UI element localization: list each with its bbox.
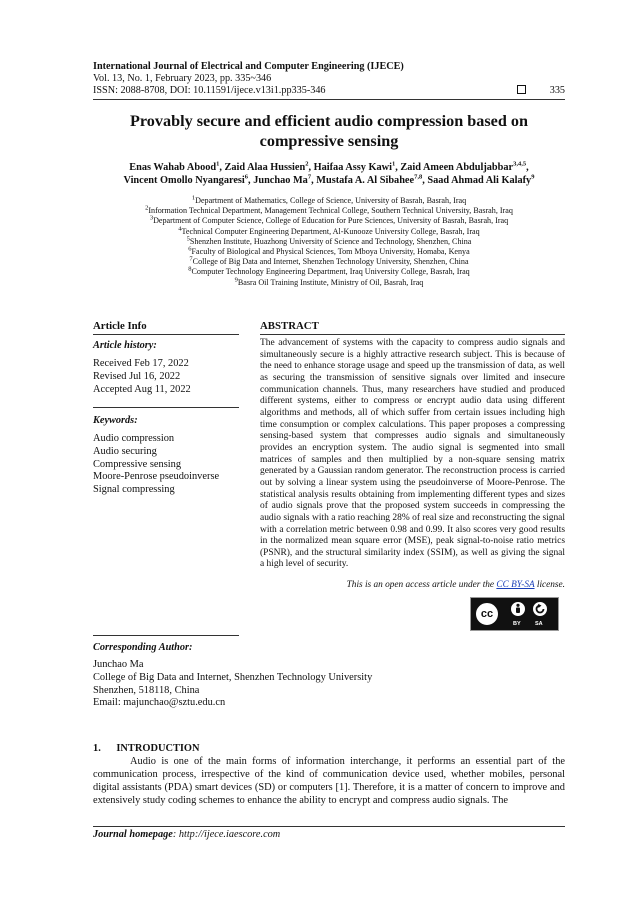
- footer-rule: [93, 826, 565, 827]
- affiliation-marker: 9: [234, 275, 238, 283]
- article-info-rule: [93, 334, 239, 335]
- author-name: , Haifaa Assy Kawi: [308, 162, 392, 173]
- affiliation-marker: 5: [186, 235, 190, 243]
- article-info-heading: Article Info: [93, 320, 147, 332]
- running-header: [93, 61, 565, 98]
- affiliation-marker: 1: [191, 194, 196, 202]
- page-number-group: [517, 85, 565, 97]
- author-name: , Saad Ahmad Ali Kalafy: [422, 174, 532, 186]
- affiliation: [93, 196, 565, 206]
- cc-by-sa-link[interactable]: CC BY-SA: [496, 580, 535, 590]
- author-name: Vincent Omollo Nyangaresi: [123, 174, 245, 186]
- license-note: [260, 580, 565, 590]
- affiliation: [93, 237, 565, 247]
- author-name: , Zaid Alaa Hussien: [219, 162, 306, 173]
- abstract-heading: ABSTRACT: [260, 320, 319, 332]
- author-name: , Junchao Ma: [248, 174, 308, 186]
- affiliation-text: College of Big Data and Internet, Shenzhen Technology University, Shenzhen, China: [192, 257, 469, 267]
- affiliation-marker: 3: [149, 214, 154, 222]
- keywords-heading: Keywords:: [93, 415, 138, 426]
- author-affil-marker: 6: [244, 173, 249, 181]
- affiliation: [93, 206, 565, 216]
- corresponding-heading: Corresponding Author:: [93, 642, 193, 653]
- author-affil-marker: 3,4,5: [513, 160, 527, 168]
- keyword: Compressive sensing: [93, 458, 182, 470]
- affiliation-marker: 6: [188, 245, 192, 253]
- author-line: [93, 162, 565, 175]
- keyword: Moore-Penrose pseudoinverse: [93, 471, 220, 483]
- article-history: [93, 358, 191, 396]
- history-entry: Received Feb 17, 2022: [93, 358, 189, 369]
- introduction-heading: 1. INTRODUCTION: [93, 743, 200, 754]
- affiliation: [93, 216, 565, 226]
- affiliation-marker: 2: [145, 204, 149, 212]
- affiliation-text: Faculty of Biological and Physical Sciences, Tom Mboya University, Homaba, Kenya: [191, 247, 470, 257]
- sa-label: SA: [535, 621, 543, 627]
- author-name: Enas Wahab Abood: [129, 162, 217, 173]
- affiliation: [93, 267, 565, 277]
- affiliation-marker: 8: [188, 265, 192, 273]
- title-line: compressive sensing: [259, 131, 399, 150]
- affiliation: [93, 224, 565, 237]
- history-entry: Accepted Aug 11, 2022: [93, 383, 191, 395]
- author-affil-marker: 7,8: [414, 173, 423, 181]
- paper-title: [93, 112, 565, 151]
- corresponding-details: [93, 659, 565, 710]
- header-rule: [93, 99, 565, 100]
- history-heading: Article history:: [93, 340, 157, 351]
- keyword: Audio securing: [93, 445, 157, 457]
- introduction-section: [93, 743, 565, 808]
- keyword: Audio compression: [93, 433, 175, 444]
- page-number: 335: [549, 85, 565, 97]
- cc-icon: cc: [474, 601, 500, 627]
- by-label: BY: [513, 621, 521, 627]
- author-line: [93, 175, 565, 188]
- keyword-list: [93, 433, 219, 497]
- corresponding-line: Shenzhen, 518118, China: [93, 684, 200, 696]
- history-entry: Revised Jul 16, 2022: [93, 370, 181, 382]
- affiliation-marker: 4: [178, 224, 182, 232]
- affiliation-text: Shenzhen Institute, Huazhong University of Science and Technology, Shenzhen, China: [189, 236, 472, 246]
- affiliation-text: Department of Mathematics, College of Science, University of Basrah, Basrah, Iraq: [195, 196, 467, 205]
- history-rule: [93, 407, 239, 408]
- affiliation: [93, 275, 565, 288]
- abstract-text: The advancement of systems with the capacity to compress audio signals and simultaneously secure is a highly attractive research subject. This is because of the need to enhance storage usage and speed up the transmission of data, as well as securing the transmission of sensitive signals over limited and insecure communication channels. Thus, many researchers have studied and produced different systems, either to compress or encrypt audio data using different algorithms and methods, all of which suffer from certain issues including high time consumption or complex calculations. This paper proposes a compressing sensing-based system that compresses audio signals and simultaneously provides an encryption system. The audio signal is segmented into small matrices of samples and then multiplied by a non-square sensing matrix generated by a Gaussian random generator. The reconstruction process is carried out by solving a linear system using the pseudoinverse of Moore-Penrose. The statistical analysis results obtaining from implementing different types and sizes of audio signals prove that the proposed system succeeds in compressing the audio signals with a ratio reaching 28% of real size and reconstructing the signal with a correlation metric between 0.98 and 0.99. It also scores very good results in the normalized mean square error (MSE), peak signal-to-noise ratio metrics (PSNR), and the structural similarity index (SSIM), as well as giving the signal a high level of security.: [260, 338, 565, 570]
- author-list: [93, 162, 565, 187]
- author-affil-marker: 1: [391, 160, 396, 168]
- affiliation: [93, 247, 565, 257]
- corresponding-line: Junchao Ma: [93, 659, 144, 670]
- cc-by-sa-badge[interactable]: [470, 597, 559, 631]
- abstract-rule: [260, 334, 565, 335]
- homepage-label: Journal homepage: [93, 829, 173, 840]
- author-name: , Mustafa A. Al Sibahee: [311, 174, 415, 186]
- license-prefix: This is an open access article under the: [346, 580, 497, 590]
- journal-name: International Journal of Electrical and Computer Engineering (IJECE): [93, 61, 404, 72]
- affiliation-marker: 7: [189, 255, 193, 263]
- affiliation-text: Technical Computer Engineering Department, Al-Kunooze University College, Basrah, Iraq: [181, 226, 480, 236]
- issn-doi: ISSN: 2088-8708, DOI: 10.11591/ijece.v13i1.pp335-346: [93, 85, 326, 97]
- share-alike-icon: [531, 600, 549, 618]
- affiliation-text: Basra Oil Training Institute, Ministry of Oil, Basrah, Iraq: [237, 277, 424, 287]
- keyword: Signal compressing: [93, 484, 175, 496]
- affiliation-list: [93, 196, 565, 288]
- square-icon: [517, 85, 526, 94]
- corresponding-line: College of Big Data and Internet, Shenzhen Technology University: [93, 671, 373, 683]
- homepage-url: : http://ijece.iaescore.com: [172, 829, 281, 840]
- person-icon: [509, 600, 527, 618]
- author-affil-marker: 1: [216, 160, 220, 168]
- author-name: ,: [526, 162, 529, 173]
- volume-info: Vol. 13, No. 1, February 2023, pp. 335~346: [93, 73, 272, 85]
- title-line: Provably secure and efficient audio compression based on: [130, 112, 528, 130]
- affiliation-text: Information Technical Department, Management Technical College, Southern Technical University, Basrah, Iraq: [148, 206, 513, 216]
- corresponding-line: Email: majunchao@sztu.edu.cn: [93, 697, 226, 709]
- corresponding-rule: [93, 635, 239, 636]
- affiliation-text: Computer Technology Engineering Department, Iraq University College, Basrah, Iraq: [191, 267, 470, 277]
- affiliation-text: Department of Computer Science, College of Education for Pure Sciences, University of Basrah, Basrah, Iraq: [153, 216, 509, 226]
- author-name: , Zaid Ameen Abduljabbar: [395, 162, 514, 173]
- author-affil-marker: 7: [307, 173, 312, 181]
- affiliation: [93, 257, 565, 267]
- issn-row: [93, 85, 565, 97]
- introduction-text: Audio is one of the main forms of information interchange, it performs an essential part of the communication process, irrespective of the kind of communication device used, whether mobiles, personal digital assistants (PDA) smart devices (SD) or computers [1]. Therefore, it is a matter of concern to improve and extensively study coding schemes to enhance the ability to encrypt and compress audio signals. The: [93, 755, 565, 806]
- journal-homepage: [93, 829, 280, 840]
- author-affil-marker: 2: [305, 160, 309, 168]
- author-affil-marker: 9: [531, 173, 535, 181]
- license-suffix: license.: [534, 580, 565, 590]
